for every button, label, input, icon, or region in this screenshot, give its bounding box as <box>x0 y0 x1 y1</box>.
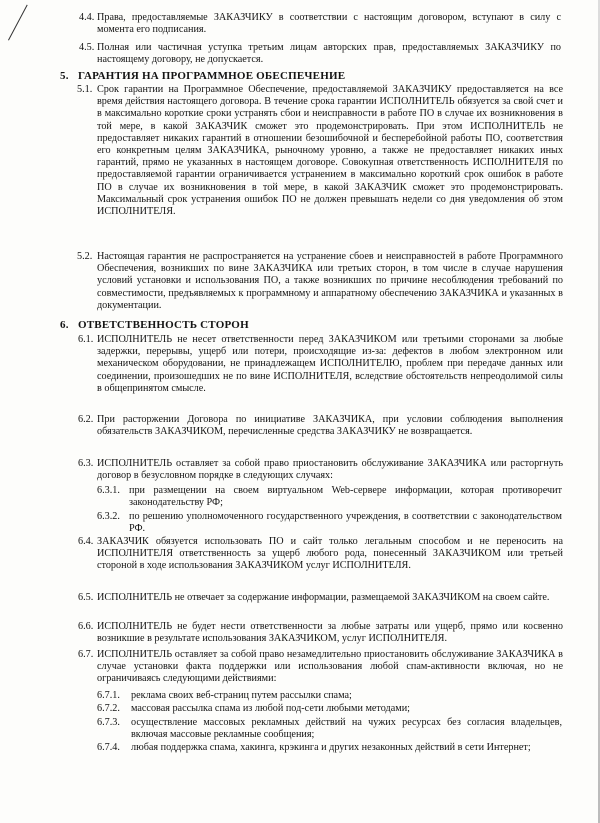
clause-number: 6.6. <box>78 621 94 632</box>
clause-text: Настоящая гарантия не распространяется на устранение сбоев и неисправностей в работе Программного Обеспечения, возникших по вине ЗАКАЗЧИКА или третьих сторон, в том числе в случае нарушения условий установки и использования ПО, а также возникших по причине несоблюдения требований по совместимости, предъявляемых к программному и аппаратному обеспечению ЗАКАЗЧИКА и указанных в документации. <box>97 251 563 311</box>
clause-number: 5.1. <box>77 84 93 95</box>
clause-number: 4.4. <box>79 12 95 23</box>
clause-number: 6.7.2. <box>97 703 120 714</box>
section-title: ОТВЕТСТВЕННОСТЬ СТОРОН <box>78 319 249 331</box>
clause-text: массовая рассылка спама из любой под-сети любыми методами; <box>131 703 410 714</box>
clause-number: 5.2. <box>77 251 93 262</box>
clause-number: 6.7. <box>78 649 94 660</box>
clause-number: 6.7.3. <box>97 717 120 728</box>
clause-text: при размещении на своем виртуальном Web-сервере информации, которая противоречит законодательству РФ; <box>129 485 562 509</box>
clause-text: При расторжении Договора по инициативе ЗАКАЗЧИКА, при условии соблюдения выполнения обязательств ЗАКАЗЧИКОМ, перечисленные средства ЗАКАЗЧИКУ не возвращается. <box>97 414 563 438</box>
clause-number: 6.3.1. <box>97 485 120 496</box>
clause-number: 6.5. <box>78 592 94 603</box>
section-number: 6. <box>60 319 69 331</box>
clause-text: любая поддержка спама, хакинга, крэкинга и других незаконных действий в сети Интернет; <box>131 742 531 753</box>
clause-number: 6.3. <box>78 458 94 469</box>
clause-text: реклама своих веб-страниц путем рассылки спама; <box>131 690 352 701</box>
section-number: 5. <box>60 70 69 82</box>
scan-mark <box>8 5 28 41</box>
clause-text: ИСПОЛНИТЕЛЬ оставляет за собой право незамедлительно приостановить обслуживание ЗАКАЗЧИКА в случае установки факта поддержки или использования любой спам-активности включая, но не ограничиваясь следующими действиями: <box>97 649 563 685</box>
clause-text: ИСПОЛНИТЕЛЬ не будет нести ответственности за любые затраты или ущерб, прямо или косвенно возникшие в результате использования ЗАКАЗЧИКОМ, услуг ИСПОЛНИТЕЛЯ. <box>97 621 563 645</box>
section-title: ГАРАНТИЯ НА ПРОГРАММНОЕ ОБЕСПЕЧЕНИЕ <box>78 70 346 82</box>
clause-text: ИСПОЛНИТЕЛЬ не отвечает за содержание информации, размещаемой ЗАКАЗЧИКОМ на своем сайте. <box>97 592 550 603</box>
clause-text: Права, предоставляемые ЗАКАЗЧИКУ в соответствии с настоящим договором, вступают в силу с момента его подписания. <box>97 12 561 36</box>
clause-text: ИСПОЛНИТЕЛЬ оставляет за собой право приостановить обслуживание ЗАКАЗЧИКА или расторгнуть договор в безусловном порядке в следующих случаях: <box>97 458 563 482</box>
clause-number: 6.7.4. <box>97 742 120 753</box>
clause-number: 6.1. <box>78 334 94 345</box>
clause-number: 6.2. <box>78 414 94 425</box>
clause-text: Полная или частичная уступка третьим лицам авторских прав, предоставляемых ЗАКАЗЧИКУ по настоящему договору, не допускается. <box>97 42 561 66</box>
clause-text: Срок гарантии на Программное Обеспечение, предоставляемой ЗАКАЗЧИКУ предоставляется на все время действия настоящего договора. В течение срока гарантии ИСПОЛНИТЕЛЬ обязуется за свой счет и в максимально короткие сроки устранять сбои и неисправности в работе ПО в случае их возникновения в той мере, в какой ЗАКАЗЧИК сможет это продемонстрировать. При этом ИСПОЛНИТЕЛЬ не предоставляет никаких гарантий в отношении безошибочной и бесперебойной работы ПО, соответствия его конкретным целям ЗАКАЗЧИКА, рыночному уровню, а также не предоставляет никаких иных гарантий, прямо не указанных в настоящем договоре. Совокупная ответственность ИСПОЛНИТЕЛЯ по предоставляемой гарантии ограничивается устранением в максимально короткий срок ошибок в работе ПО в случае их возникновения в той мере, в какой ЗАКАЗЧИК сможет это продемонстрировать. Максимальный срок устранения ошибок ПО не должен превышать недели со дня уведомления об этом ИСПОЛНИТЕЛЯ. <box>97 84 563 218</box>
clause-text: по решению уполномоченного государственного учреждения, в соответствии с законодательством РФ. <box>129 511 562 535</box>
clause-text: осуществление массовых рекламных действий на чужих ресурсах без согласия владельцев, включая массовые рекламные сообщения; <box>131 717 562 741</box>
clause-text: ЗАКАЗЧИК обязуется использовать ПО и сайт только легальным способом и не переносить на ИСПОЛНИТЕЛЯ ответственность за ущерб любого рода, понесенный ЗАКАЗЧИКОМ или третьей стороной в ходе использования ЗАКАЗЧИКОМ услуг ИСПОЛНИТЕЛЯ. <box>97 536 563 572</box>
clause-number: 6.4. <box>78 536 94 547</box>
clause-number: 6.3.2. <box>97 511 120 522</box>
clause-text: ИСПОЛНИТЕЛЬ не несет ответственности перед ЗАКАЗЧИКОМ или третьими сторонами за любые задержки, перерывы, ущерб или потери, происходящие из-за: дефектов в любом электронном или механическом оборудовании, не принадлежащем ИСПОЛНИТЕЛЮ, проблем при передаче данных или соединении, произошедших не по вине ИСПОЛНИТЕЛЯ, вследствие обстоятельств непреодолимой силы в общепринятом смысле. <box>97 334 563 394</box>
clause-number: 4.5. <box>79 42 95 53</box>
clause-number: 6.7.1. <box>97 690 120 701</box>
